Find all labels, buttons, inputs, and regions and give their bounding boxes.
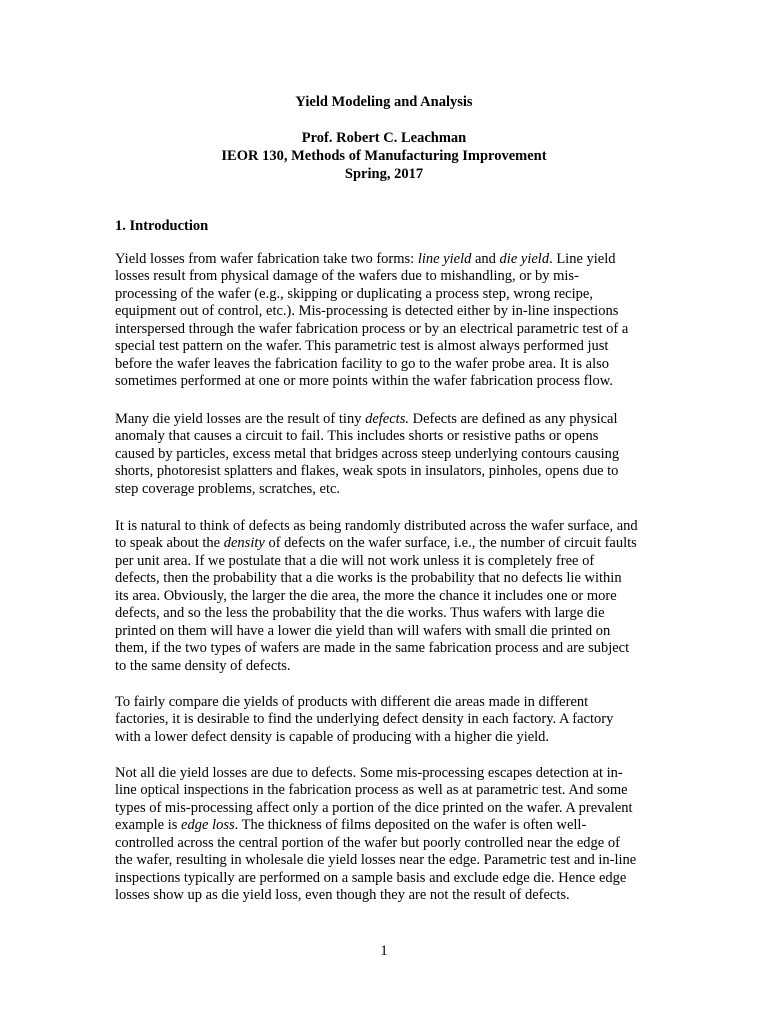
document-title: Yield Modeling and Analysis (295, 94, 473, 110)
text-line: its area. Obviously, the larger the die area, the more the chance it includes one or more (115, 587, 617, 604)
text-line: types of mis-processing affect only a portion of the dice printed on the wafer. A prevalent (115, 799, 633, 816)
paragraph-defect-density (115, 518, 655, 675)
text-run: and (471, 251, 500, 267)
text-line: line optical inspections in the fabrication process as well as at parametric test. And some (115, 782, 628, 799)
text-line: sometimes performed at one or more points within the wafer fabrication process flow. (115, 373, 613, 390)
text-run: . The thickness of films deposited on the wafer is often well- (234, 817, 587, 834)
text-run: to speak about the (115, 535, 224, 552)
text-line: per unit area. If we postulate that a die will not work unless it is completely free of (115, 552, 595, 569)
text-line: special test pattern on the wafer. This parametric test is almost always performed just (115, 338, 609, 355)
text-line: To fairly compare die yields of products with different die areas made in different (115, 694, 589, 710)
text-line: processing of the wafer (e.g., skipping or duplicating a process step, wrong recipe, (115, 285, 593, 302)
page-number: 1 (380, 943, 388, 959)
emphasis-term: die yield (499, 251, 550, 267)
author-line: Prof. Robert C. Leachman (301, 130, 467, 146)
text-line: factories, it is desirable to find the underlying defect density in each factory. A factory (115, 711, 614, 728)
text-line: the wafer, resulting in wholesale die yield losses near the edge. Parametric test and in-line (115, 852, 637, 869)
emphasis-term: density (223, 535, 265, 552)
text-line: to the same density of defects. (115, 657, 291, 674)
text-line: defects, and so the less the probability that the die works. Thus wafers with large die (115, 605, 605, 622)
text-run: Yield losses from wafer fabrication take two forms: (115, 251, 418, 267)
text-line: interspersed through the wafer fabrication process or by an electrical parametric test of a (115, 320, 629, 337)
emphasis-term: edge loss (181, 817, 235, 834)
text-line: equipment out of control, etc.). Mis-processing is detected either by in-line inspections (115, 303, 619, 320)
text-run: of defects on the wafer surface, i.e., the number of circuit faults (264, 535, 637, 552)
text-line: inspections typically are performed on a sample basis and exclude edge die. Hence edge (115, 869, 627, 886)
text-line: them, if the two types of wafers are made in the same fabrication process and are subject (115, 640, 630, 657)
text-run: . Line yield (549, 251, 616, 267)
section-heading: 1. Introduction (115, 218, 209, 234)
text-line: It is natural to think of defects as being randomly distributed across the wafer surface, and (115, 518, 638, 534)
text-line: shorts, photoresist splatters and flakes, weak spots in insulators, pinholes, opens due to (115, 463, 619, 480)
text-line (115, 817, 655, 834)
paragraph-defects (115, 411, 655, 498)
text-line: losses result from physical damage of the wafers due to mishandling, or by mis- (115, 268, 579, 285)
text-run: Many die yield losses are the result of tiny (115, 411, 366, 427)
text-run: Defects are defined as any physical (408, 411, 618, 427)
course-line: IEOR 130, Methods of Manufacturing Improvement (221, 148, 547, 164)
text-line: losses show up as die yield loss, even though they are not the result of defects. (115, 887, 570, 904)
text-line: before the wafer leaves the fabrication facility to go to the wafer probe area. It is also (115, 355, 609, 372)
text-line (115, 411, 655, 428)
paragraph-compare-yields (115, 694, 655, 746)
emphasis-term: defects. (365, 411, 409, 427)
text-line: with a lower defect density is capable of producing with a higher die yield. (115, 728, 550, 745)
text-line: printed on them will have a lower die yield than will wafers with small die printed on (115, 622, 611, 639)
paragraph-edge-loss (115, 765, 655, 905)
text-line: controlled across the central portion of the wafer but poorly controlled near the edge of (115, 834, 620, 851)
text-line (115, 535, 655, 552)
text-line: caused by particles, excess metal that bridges across steep underlying contours causing (115, 445, 620, 462)
term-line: Spring, 2017 (344, 166, 424, 182)
paragraph-line-yield (115, 251, 655, 391)
text-run: example is (115, 817, 182, 834)
text-line: anomaly that causes a circuit to fail. This includes shorts or resistive paths or opens (115, 428, 599, 445)
text-line (115, 251, 655, 268)
text-line: defects, then the probability that a die works is the probability that no defects lie within (115, 570, 622, 587)
text-line: step coverage problems, scratches, etc. (115, 480, 341, 497)
text-line: Not all die yield losses are due to defects. Some mis-processing escapes detection at in- (115, 765, 623, 781)
emphasis-term: line yield (417, 251, 472, 267)
